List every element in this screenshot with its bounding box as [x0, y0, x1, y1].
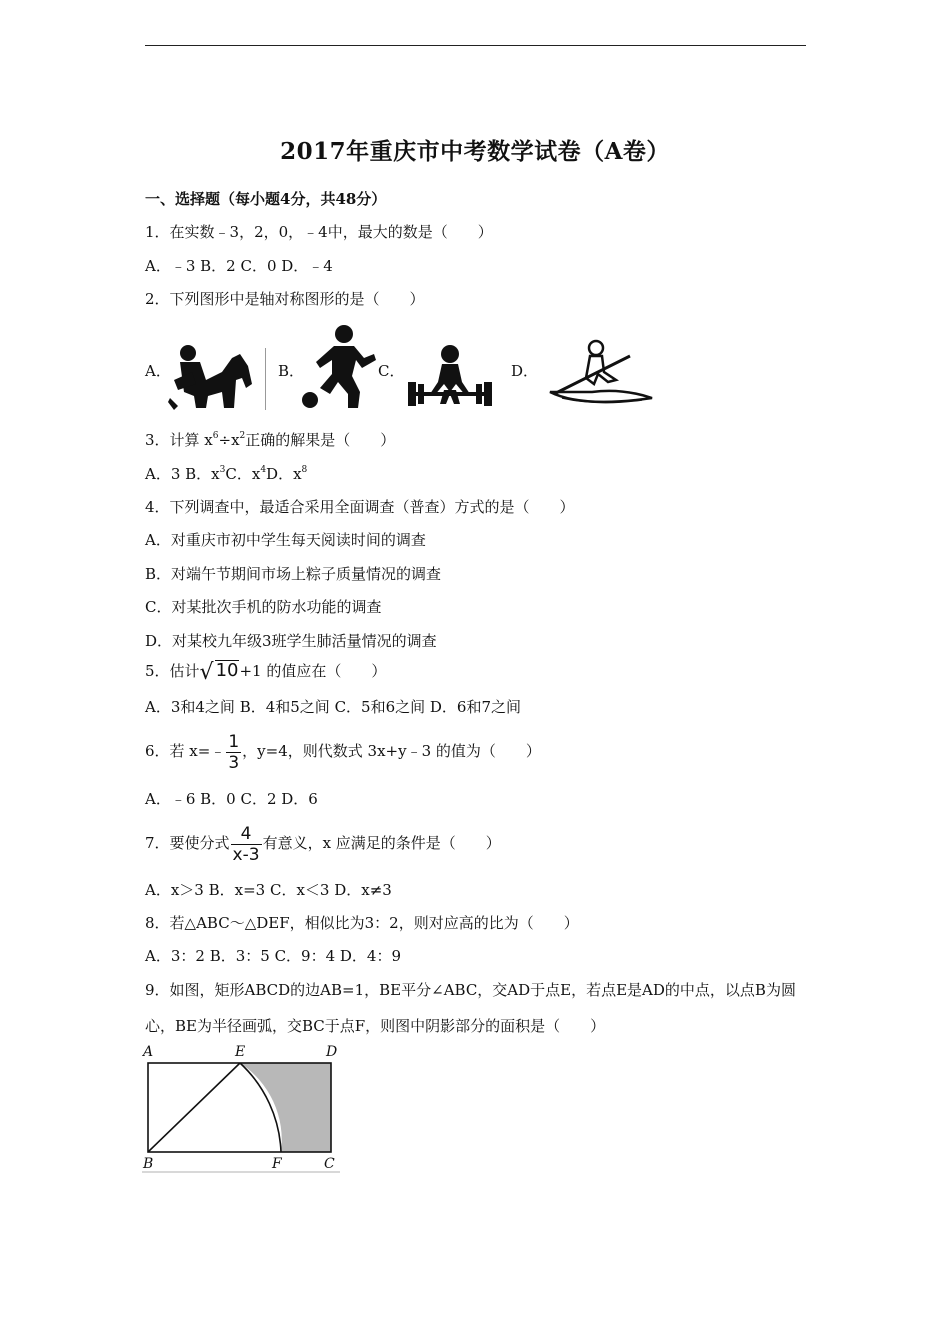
q7-options: A．x＞3 B．x=3 C．x＜3 D．x≠3: [145, 881, 392, 899]
q2-label-a: A．: [145, 362, 171, 380]
q6-stem: 6．若 x=﹣ $\frac{1}{3}$ ，y=4，则代数式 3x+y﹣3 的值为（ ）: [145, 731, 541, 773]
q2-divider: [265, 348, 266, 410]
q4-stem: 4．下列调查中，最适合采用全面调查（普查）方式的是（ ）: [145, 498, 575, 516]
point-c-label: C: [324, 1156, 335, 1172]
point-d-label: D: [326, 1044, 338, 1060]
q2-label-c: C．: [378, 362, 405, 380]
q5-radicand: 10: [215, 660, 239, 681]
point-f-label: F: [272, 1156, 282, 1172]
q3-options: A．3 B．$x^3C$．$x^4D$．$x^8$: [145, 465, 308, 483]
q2-figure-d-kayaker-icon: [542, 336, 656, 412]
q7-stem: 7．要使分式 $\frac{4}{x-3}$ 有意义，x 应满足的条件是（ ）: [145, 823, 501, 865]
q4-option-a: A．对重庆市初中学生每天阅读时间的调查: [145, 531, 426, 549]
section-heading: 一、选择题（每小题4分，共48分）: [145, 190, 387, 208]
q6-options: A．﹣6 B．0 C．2 D．6: [145, 790, 318, 808]
q2-label-d: D．: [511, 362, 539, 380]
exam-title: 2017年重庆市中考数学试卷（A卷）: [280, 138, 670, 165]
point-b-label: B: [143, 1156, 154, 1172]
q2-figure-b-football-player-icon: [298, 322, 376, 412]
q8-options: A．3：2 B．3：5 C．9：4 D．4：9: [145, 947, 402, 965]
q6-fraction: $\frac{1}{3}$: [228, 731, 240, 773]
q5-options: A．3和4之间 B．4和5之间 C．5和6之间 D．6和7之间: [145, 698, 522, 716]
q9-stem-line2: 心，BE为半径画弧，交BC于点F，则图中阴影部分的面积是（ ）: [145, 1017, 606, 1035]
q2-figure-c-weightlifter-icon: [404, 342, 496, 410]
point-a-label: A: [143, 1044, 154, 1060]
q8-stem: 8．若△ABC～△DEF，相似比为3：2，则对应高的比为（ ）: [145, 914, 579, 932]
header-rule: [145, 45, 806, 46]
q2-stem: 2．下列图形中是轴对称图形的是（ ）: [145, 290, 425, 308]
q4-option-c: C．对某批次手机的防水功能的调查: [145, 598, 382, 616]
q5-stem: 5．估计√ 10+1 的值应在（ ）: [145, 660, 387, 685]
q3-stem: 3．计算 $x^6\div x^2$正确的解果是（ ）: [145, 431, 396, 449]
q1-options: A．﹣3 B．2 C．0 D．﹣4: [145, 257, 333, 275]
point-e-label: E: [235, 1044, 246, 1060]
q4-option-d: D．对某校九年级3班学生肺活量情况的调查: [145, 632, 437, 650]
shaded-region: [240, 1063, 331, 1152]
segment-be: [148, 1063, 240, 1152]
q2-label-b: B．: [278, 362, 305, 380]
q1-stem: 1．在实数﹣3，2，0，﹣4中，最大的数是（ ）: [145, 223, 493, 241]
q9-stem-line1: 9．如图，矩形ABCD的边AB=1，BE平分∠ABC，交AD于点E，若点E是AD的中点，以点B为圆: [145, 981, 796, 999]
q7-fraction: $\frac{4}{x-3}$: [232, 823, 260, 865]
q2-figure-a-rider-icon: [166, 340, 262, 412]
q9-geometry-figure: [140, 1042, 350, 1177]
q4-option-b: B．对端午节期间市场上粽子质量情况的调查: [145, 565, 442, 583]
